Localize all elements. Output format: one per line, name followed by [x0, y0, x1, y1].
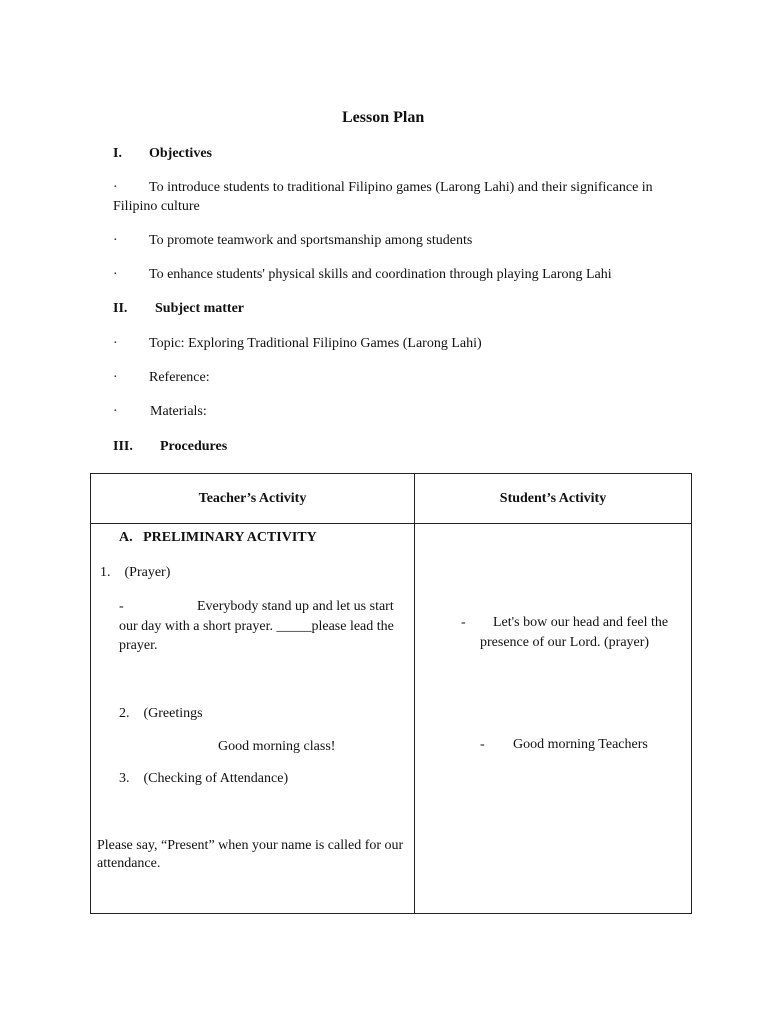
objectives-heading: Objectives — [149, 146, 212, 161]
student-activity-header: Student’s Activity — [415, 474, 692, 524]
student-prayer-response-cont: presence of our Lord. (prayer) — [480, 635, 650, 650]
preliminary-activity-label: A. PRELIMINARY ACTIVITY — [119, 530, 317, 545]
bullet: · — [113, 336, 118, 351]
subject-item: Topic: Exploring Traditional Filipino Games (Larong Lahi) — [149, 336, 482, 351]
prayer-instruction: Everybody stand up and let us start — [197, 599, 394, 614]
prayer-dash: - — [119, 599, 124, 614]
attendance-instruction-cont: attendance. — [97, 856, 161, 871]
bullet: · — [113, 404, 118, 419]
page-title: Lesson Plan — [342, 109, 425, 126]
objective-item-cont: Filipino culture — [113, 199, 200, 214]
greetings-label: 2. (Greetings — [119, 706, 203, 721]
teacher-activity-cell — [91, 524, 415, 914]
prayer-instruction-cont: prayer. — [119, 638, 158, 653]
student-prayer-response: Let's bow our head and feel the — [493, 615, 669, 630]
student-greeting-response: Good morning Teachers — [513, 737, 648, 752]
student-prayer-dash: - — [461, 615, 466, 630]
objective-item: To enhance students' physical skills and coordination through playing Larong Lahi — [149, 267, 612, 282]
objective-item: To introduce students to traditional Filipino games (Larong Lahi) and their significance in — [149, 180, 653, 195]
student-greeting-dash: - — [480, 737, 485, 752]
teacher-activity-header: Teacher’s Activity — [91, 474, 415, 524]
bullet: · — [113, 233, 118, 248]
attendance-instruction: Please say, “Present” when your name is called for our — [97, 838, 404, 853]
subject-item: Materials: — [150, 404, 207, 419]
bullet: · — [113, 267, 118, 282]
prayer-label: 1. (Prayer) — [100, 565, 171, 580]
subject-item: Reference: — [149, 370, 210, 385]
procedures-heading: Procedures — [160, 439, 228, 454]
procedures-numeral: III. — [113, 439, 133, 454]
student-activity-cell — [415, 524, 692, 914]
bullet: · — [113, 180, 118, 195]
prayer-instruction-cont: our day with a short prayer. _____please lead the — [119, 619, 394, 634]
bullet: · — [113, 370, 118, 385]
procedures-table — [90, 473, 692, 914]
subject-numeral: II. — [113, 301, 128, 316]
objectives-numeral: I. — [113, 146, 122, 161]
subject-heading: Subject matter — [155, 301, 245, 316]
objective-item: To promote teamwork and sportsmanship among students — [149, 233, 473, 248]
greetings-text: Good morning class! — [218, 739, 336, 754]
attendance-label: 3. (Checking of Attendance) — [119, 771, 289, 786]
